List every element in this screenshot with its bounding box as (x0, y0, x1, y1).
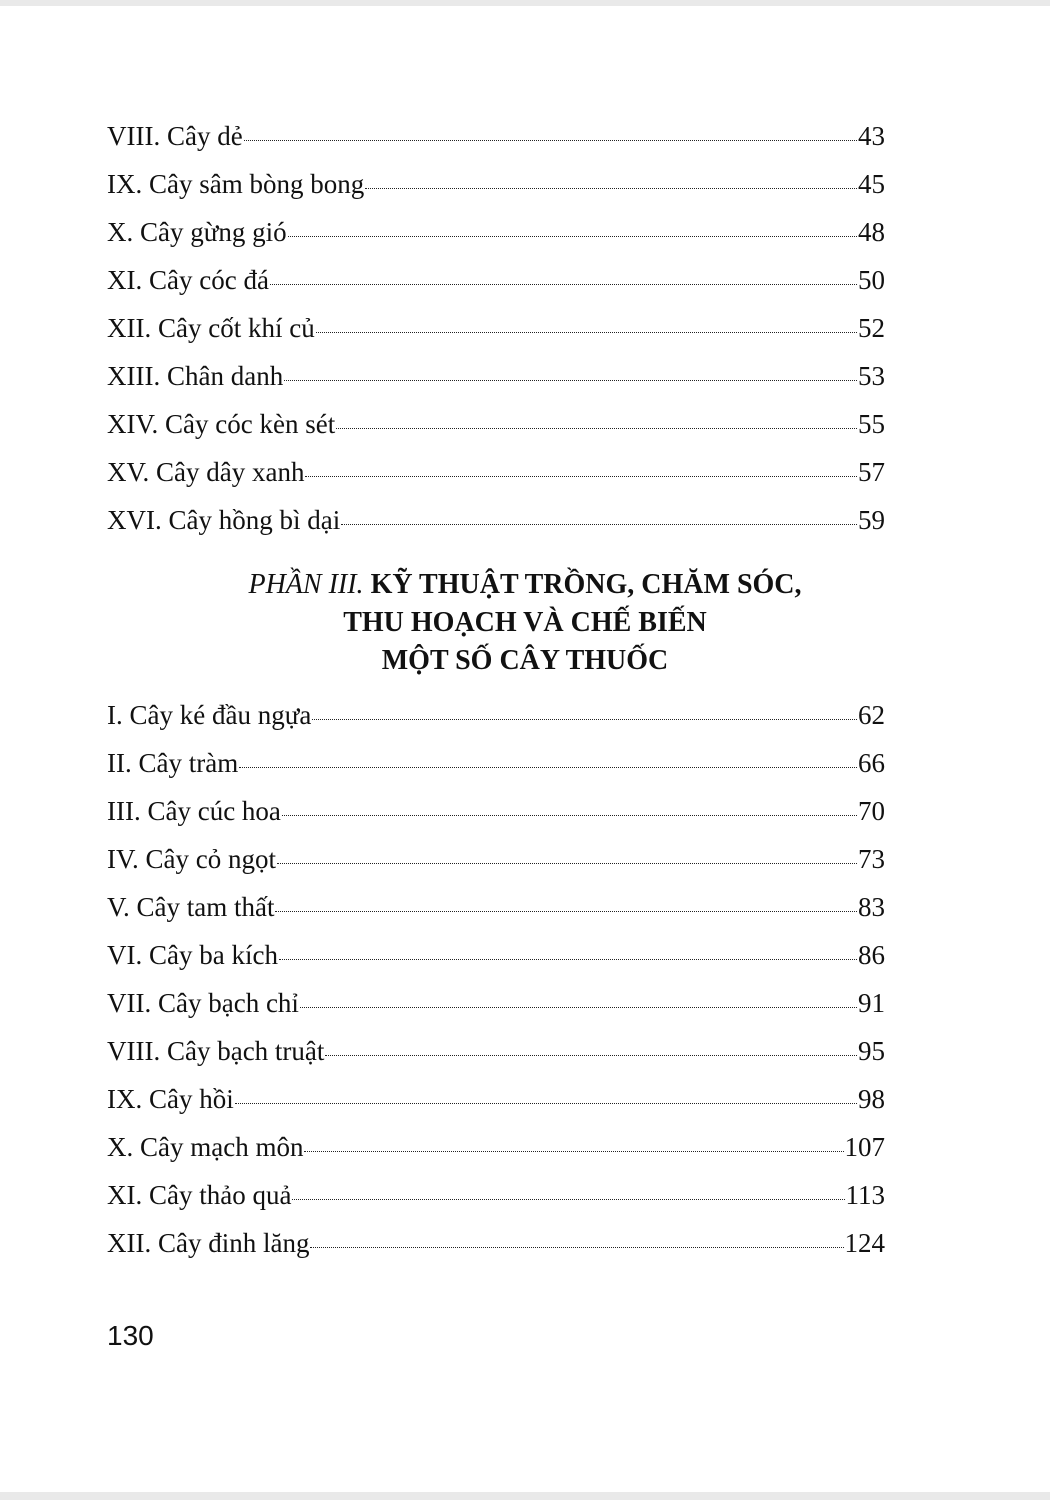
toc-entry-page: 53 (858, 361, 885, 391)
dot-leader (312, 719, 857, 720)
dot-leader (277, 863, 857, 864)
toc-entry-title: XIV. Cây cóc kèn sét (107, 409, 336, 439)
document-page (0, 6, 1050, 1492)
toc-entry-page: 57 (858, 457, 885, 487)
toc-entry (107, 400, 885, 448)
toc-entry (107, 1075, 885, 1123)
section-part-label: PHẦN III. (248, 569, 364, 600)
toc-entry-page: 50 (858, 265, 885, 295)
dot-leader (279, 959, 857, 960)
toc-entry-title: XII. Cây đinh lăng (107, 1228, 310, 1258)
dot-leader (275, 911, 857, 912)
toc-entry-page: 83 (858, 892, 885, 922)
toc-entry-page: 52 (858, 313, 885, 343)
section-heading (0, 566, 1050, 680)
dot-leader (316, 332, 857, 333)
section-title-line-2: THU HOẠCH VÀ CHẾ BIẾN (343, 607, 707, 638)
dot-leader (282, 815, 857, 816)
toc-entry (107, 160, 885, 208)
toc-entry-page: 86 (858, 940, 885, 970)
dot-leader (244, 140, 857, 141)
toc-entry-title: VI. Cây ba kích (107, 940, 278, 970)
toc-entry-page: 95 (858, 1036, 885, 1066)
toc-entry-title: IX. Cây hồi (107, 1084, 234, 1114)
toc-entry-page: 66 (858, 748, 885, 778)
section-title-line-3: MỘT SỐ CÂY THUỐC (381, 645, 669, 676)
section-heading-line-1 (0, 566, 1050, 604)
dot-leader (235, 1103, 857, 1104)
toc-entry (107, 352, 885, 400)
dot-leader (325, 1055, 857, 1056)
toc-list-part-3 (107, 691, 885, 1267)
toc-entry-page: 48 (858, 217, 885, 247)
toc-entry (107, 883, 885, 931)
toc-entry-page: 98 (858, 1084, 885, 1114)
toc-entry (107, 448, 885, 496)
toc-entry-title: III. Cây cúc hoa (107, 796, 281, 826)
toc-entry (107, 691, 885, 739)
toc-entry-title: VII. Cây bạch chỉ (107, 988, 299, 1018)
toc-entry-title: X. Cây gừng gió (107, 217, 287, 247)
toc-entry-title: II. Cây tràm (107, 748, 239, 778)
toc-entry (107, 256, 885, 304)
toc-entry-title: XII. Cây cốt khí củ (107, 313, 315, 343)
toc-entry-page: 113 (845, 1180, 885, 1210)
toc-entry-page: 62 (858, 700, 885, 730)
toc-entry-page: 73 (858, 844, 885, 874)
toc-entry (107, 1123, 885, 1171)
toc-entry-page: 59 (858, 505, 885, 535)
toc-entry (107, 496, 885, 544)
toc-entry-page: 43 (858, 121, 885, 151)
toc-entry-title: VIII. Cây dẻ (107, 121, 243, 151)
dot-leader (310, 1247, 843, 1248)
dot-leader (365, 188, 857, 189)
dot-leader (336, 428, 857, 429)
dot-leader (284, 380, 857, 381)
dot-leader (341, 524, 857, 525)
toc-entry-page: 55 (858, 409, 885, 439)
toc-entry (107, 931, 885, 979)
toc-entry (107, 1171, 885, 1219)
dot-leader (304, 1151, 843, 1152)
toc-entry-title: XI. Cây cóc đá (107, 265, 269, 295)
toc-entry-title: XI. Cây thảo quả (107, 1180, 292, 1210)
toc-entry (107, 739, 885, 787)
dot-leader (300, 1007, 857, 1008)
toc-entry-page: 124 (844, 1228, 885, 1258)
dot-leader (292, 1199, 844, 1200)
toc-entry (107, 835, 885, 883)
dot-leader (270, 284, 857, 285)
toc-entry-title: I. Cây ké đầu ngựa (107, 700, 312, 730)
toc-entry-title: VIII. Cây bạch truật (107, 1036, 325, 1066)
dot-leader (288, 236, 857, 237)
toc-entry-title: IV. Cây cỏ ngọt (107, 844, 276, 874)
toc-entry-title: XV. Cây dây xanh (107, 457, 305, 487)
toc-entry-page: 91 (858, 988, 885, 1018)
toc-entry-title: X. Cây mạch môn (107, 1132, 304, 1162)
toc-list-part-2 (107, 112, 885, 544)
toc-entry (107, 787, 885, 835)
section-title-line-1: KỸ THUẬT TRỒNG, CHĂM SÓC, (370, 569, 802, 600)
dot-leader (305, 476, 857, 477)
toc-entry-title: V. Cây tam thất (107, 892, 275, 922)
toc-entry-page: 107 (844, 1132, 885, 1162)
toc-entry-title: XVI. Cây hồng bì dại (107, 505, 341, 535)
toc-entry (107, 304, 885, 352)
dot-leader (239, 767, 857, 768)
toc-entry (107, 112, 885, 160)
toc-entry-title: XIII. Chân danh (107, 361, 284, 391)
toc-entry (107, 1219, 885, 1267)
toc-entry (107, 979, 885, 1027)
toc-entry (107, 208, 885, 256)
toc-entry-page: 70 (858, 796, 885, 826)
page-number: 130 (107, 1320, 154, 1351)
toc-entry-title: IX. Cây sâm bòng bong (107, 169, 365, 199)
toc-entry (107, 1027, 885, 1075)
toc-entry-page: 45 (858, 169, 885, 199)
